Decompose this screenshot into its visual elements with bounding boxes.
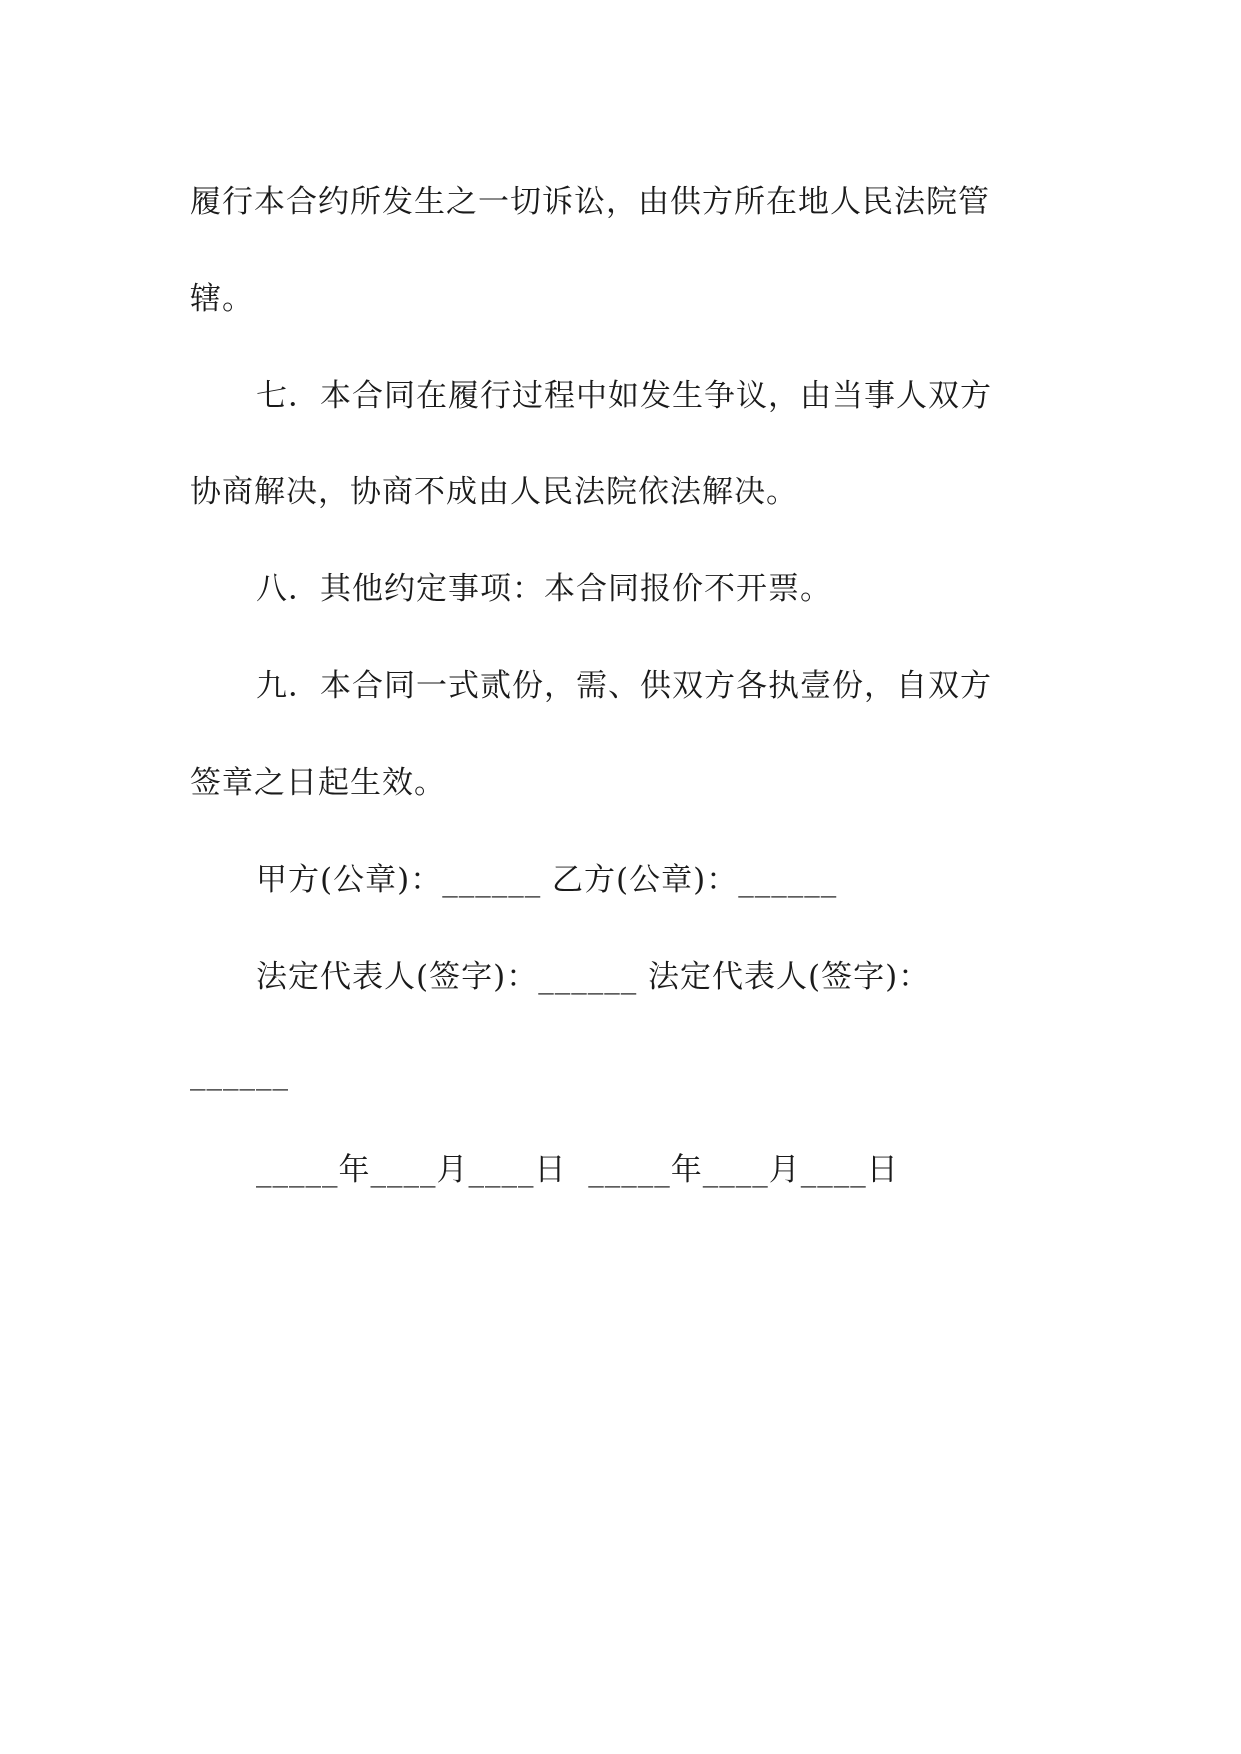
date-line: _____年____月____日 _____年____月____日 (256, 1152, 899, 1188)
clause-9-line-2: 签章之日起生效。 (190, 765, 446, 801)
clause-7-line-2: 协商解决，协商不成由人民法院依法解决。 (190, 474, 798, 510)
seal-line: 甲方(公章)：______ 乙方(公章)：______ (256, 862, 838, 898)
clause-6-line-2: 辖。 (190, 281, 254, 317)
representative-line-continued: ______ (190, 1055, 289, 1091)
clause-9-line-1: 九．本合同一式贰份，需、供双方各执壹份，自双方 (256, 668, 992, 704)
clause-6-line-1: 履行本合约所发生之一切诉讼，由供方所在地人民法院管 (190, 184, 990, 220)
representative-line: 法定代表人(签字)：______ 法定代表人(签字)： (256, 959, 931, 995)
clause-7-line-1: 七．本合同在履行过程中如发生争议，由当事人双方 (256, 378, 992, 414)
clause-8: 八．其他约定事项：本合同报价不开票。 (256, 571, 832, 607)
